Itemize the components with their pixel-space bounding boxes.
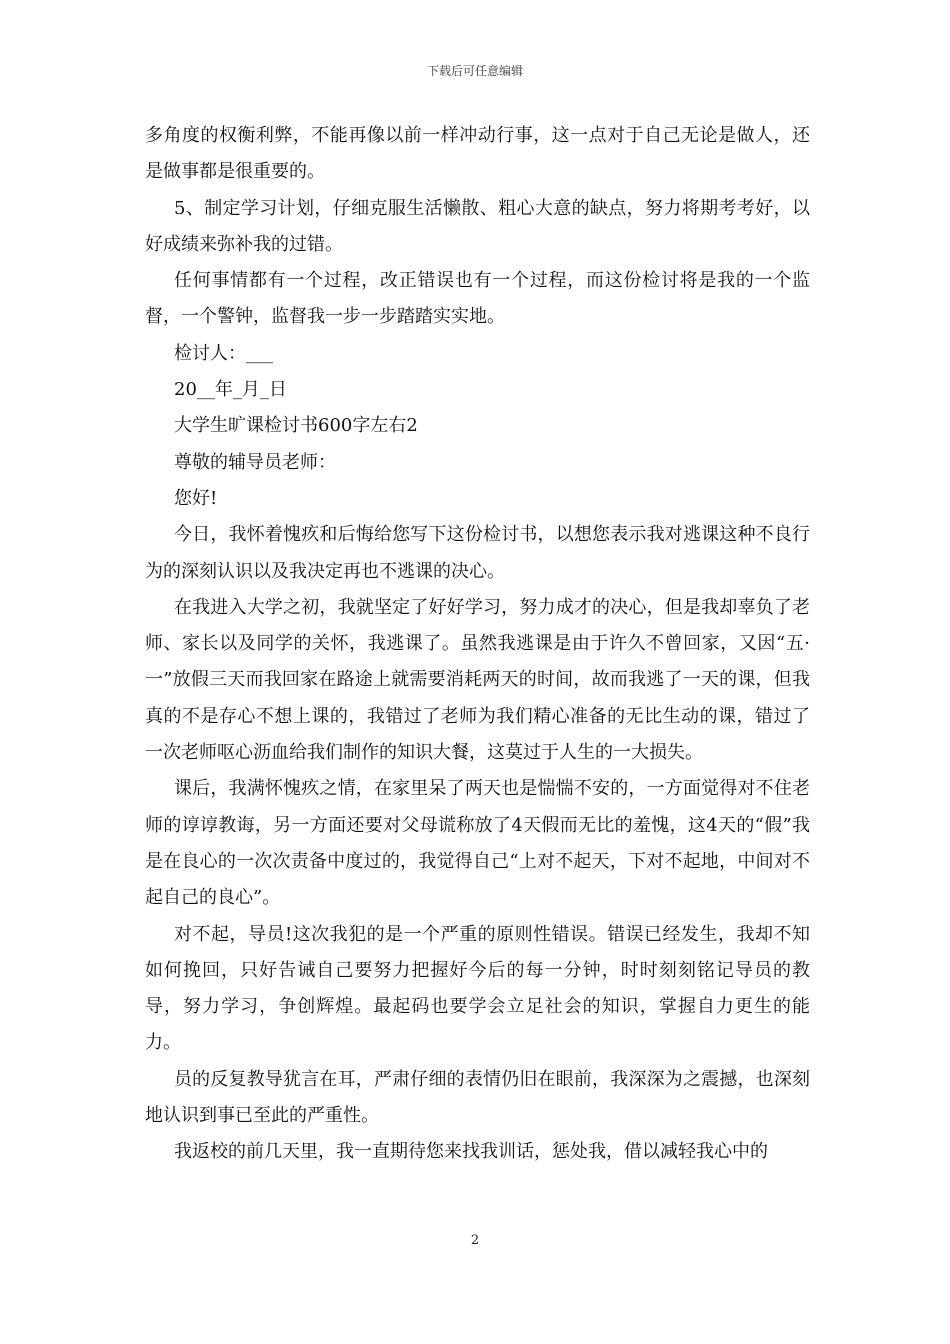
header-note: 下载后可任意编辑	[426, 64, 523, 78]
greeting: 您好!	[174, 487, 218, 509]
paragraph: 5、制定学习计划，仔细克服生活懒散、粗心大意的缺点，努力将期考考好，以好成绩来弥补我的过错。	[145, 197, 810, 255]
page-number: 2	[470, 1233, 480, 1248]
paragraph: 员的反复教导犹言在耳，严肃仔细的表情仍旧在眼前，我深深为之震撼，也深刻地认识到事已至此的严重性。	[145, 1068, 810, 1127]
salutation: 尊敬的辅导员老师：	[174, 451, 336, 473]
document-body	[145, 118, 810, 1171]
date-line: 20__年_月_日	[174, 379, 287, 401]
paragraph: 我返校的前几天里，我一直期待您来找我训话，惩处我，借以减轻我心中的	[174, 1141, 768, 1163]
paragraph: 对不起，导员!这次我犯的是一个严重的原则性错误。错误已经发生，我却不知如何挽回，只好告诫自己要努力把握好今后的每一分钟，时时刻刻铭记导员的教导，努力学习，争创辉煌。最起码也要学会立足社会的知识，掌握自力更生的能力。	[145, 923, 810, 1054]
paragraph: 任何事情都有一个过程，改正错误也有一个过程，而这份检讨将是我的一个监督，一个警钟，监督我一步一步踏踏实实地。	[145, 270, 810, 328]
signature-line: 检讨人：___	[174, 342, 273, 364]
paragraph: 多角度的权衡利弊，不能再像以前一样冲动行事，这一点对于自己无论是做人，还是做事都是很重要的。	[145, 125, 810, 183]
paragraph: 课后，我满怀愧疚之情，在家里呆了两天也是惴惴不安的，一方面觉得对不住老师的谆谆教诲，另一方面还要对父母谎称放了4天假而无比的羞愧，这4天的“假”我是在良心的一次次责备中度过的，我觉得自己“上对不起天，下对不起地，中间对不起自己的良心”。	[145, 778, 810, 909]
paragraph: 今日，我怀着愧疚和后悔给您写下这份检讨书，以想您表示我对逃课这种不良行为的深刻认识以及我决定再也不逃课的决心。	[145, 524, 810, 582]
section-title: 大学生旷课检讨书600字左右2	[174, 415, 418, 437]
paragraph: 在我进入大学之初，我就坚定了好好学习，努力成才的决心，但是我却辜负了老师、家长以及同学的关怀，我逃课了。虽然我逃课是由于许久不曾回家，又因“五·一”放假三天而我回家在路途上就需要消耗两天的时间，故而我逃了一天的课，但我真的不是存心不想上课的，我错过了老师为我们精心准备的无比生动的课，错过了一次老师呕心沥血给我们制作的知识大餐，这莫过于人生的一大损失。	[145, 596, 810, 764]
